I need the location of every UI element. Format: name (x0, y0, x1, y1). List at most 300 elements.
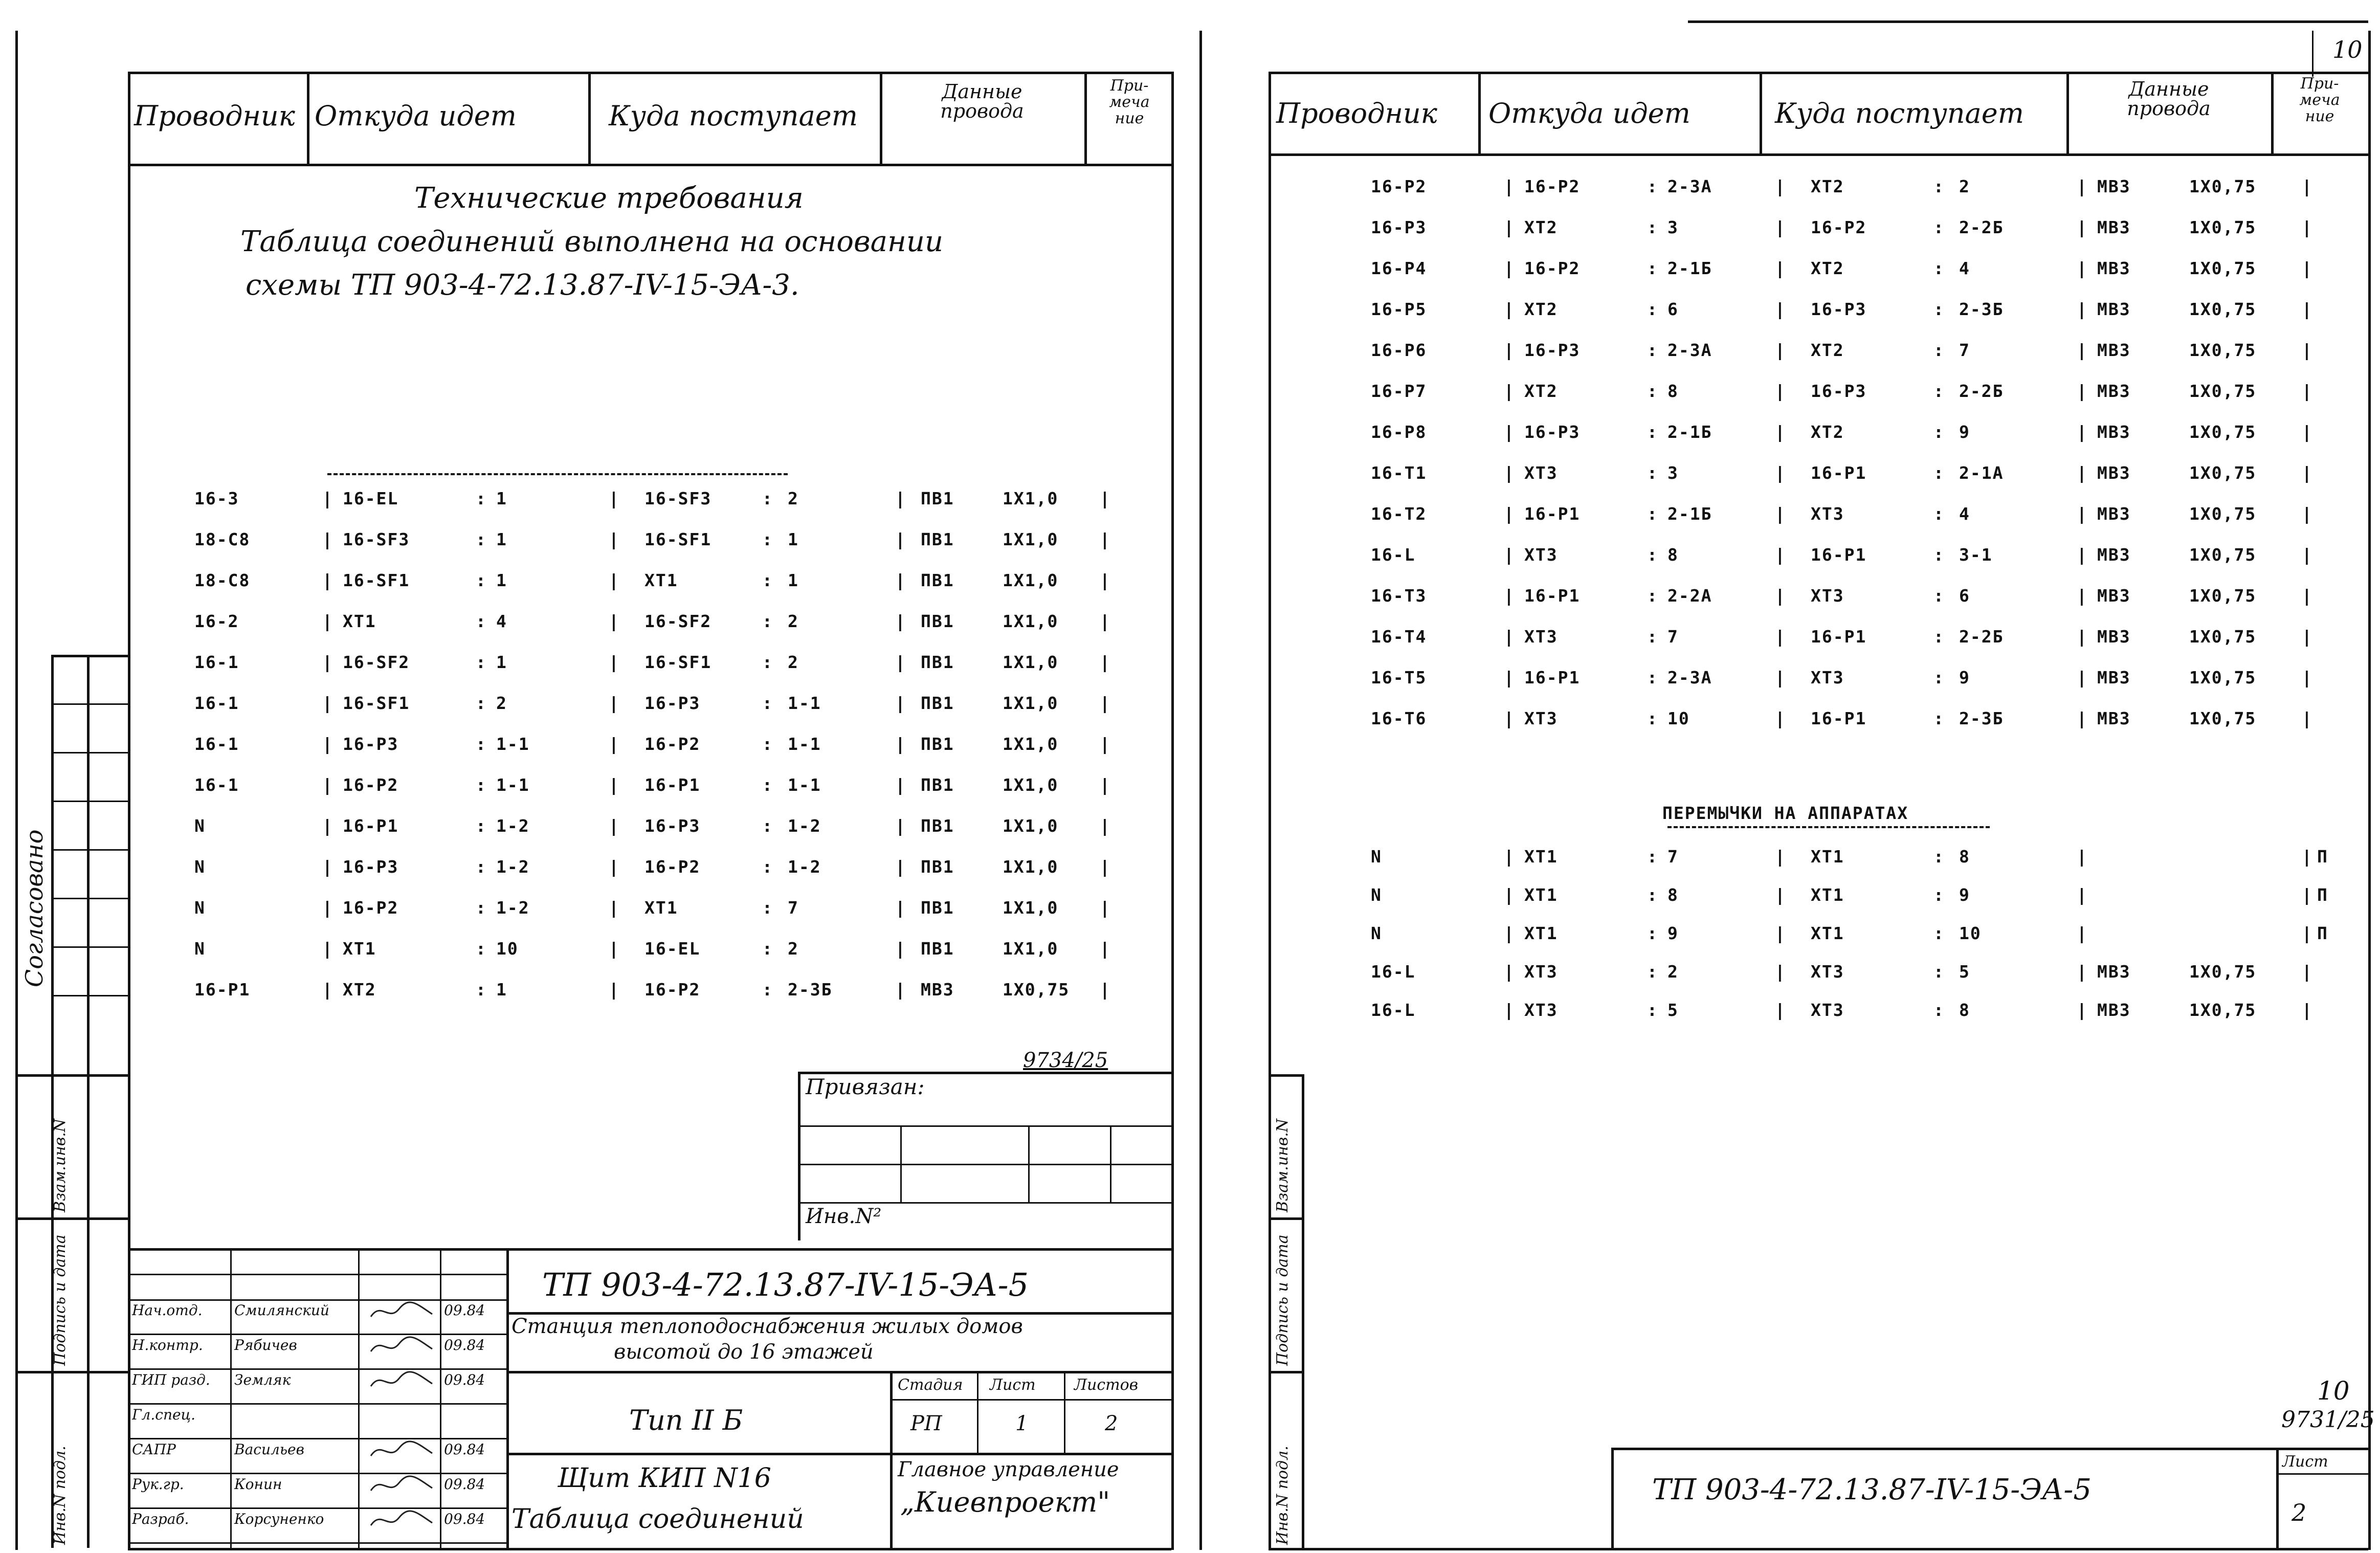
cell-from-device: XT2 (1524, 299, 1558, 319)
cell-separator: | (895, 611, 906, 631)
cell-separator: : (1647, 176, 1658, 196)
cell-wire-type: ПВ1 (921, 529, 954, 549)
table-row (1371, 381, 2343, 412)
cell-separator: | (2302, 923, 2313, 943)
cell-separator: | (895, 857, 906, 877)
cell-separator: | (1100, 489, 1111, 508)
cell-from-contact: 7 (1667, 627, 1679, 647)
cell-to-contact: 1-1 (788, 734, 821, 754)
cell-separator: : (476, 611, 487, 631)
cell-separator: | (2302, 340, 2313, 360)
cell-separator: | (2077, 923, 2088, 943)
cell-separator: | (1504, 381, 1515, 401)
cell-separator: | (2302, 1000, 2313, 1020)
table-row (194, 611, 1115, 642)
cell-separator: : (762, 816, 773, 836)
cell-separator: | (609, 693, 620, 713)
table-row (1371, 545, 2343, 575)
cell-from-device: XT3 (1524, 463, 1558, 483)
cell-separator: | (2077, 340, 2088, 360)
table-row (194, 529, 1115, 560)
cell-separator: | (2302, 545, 2313, 565)
signature-mark (368, 1473, 435, 1502)
cell-separator: | (609, 489, 620, 508)
cell-from-contact: 3 (1667, 217, 1679, 237)
cell-from-contact: 1-2 (496, 816, 530, 836)
cell-wire-type: МВ3 (2097, 586, 2131, 606)
cell-separator: | (322, 693, 333, 713)
cell-to-device: XT2 (1811, 258, 1844, 278)
cell-wire-size: 1Х0,75 (2189, 340, 2257, 360)
cell-separator: | (1775, 668, 1786, 687)
cell-to-contact: 2 (788, 652, 799, 672)
cell-separator: : (476, 939, 487, 959)
table-row (194, 898, 1115, 928)
cell-wire-type: МВ3 (2097, 422, 2131, 442)
cell-separator: | (2302, 885, 2313, 905)
title-block-top (128, 1248, 1171, 1251)
jumpers-title: ПЕРЕМЫЧКИ НА АППАРАТАХ (1662, 803, 1909, 823)
cell-separator: | (2077, 885, 2088, 905)
cell-from-device: 16-P1 (1524, 586, 1581, 606)
cell-separator: | (1504, 340, 1515, 360)
cell-wire-size: 1Х0,75 (1003, 980, 1070, 1000)
cell-from-device: 16-P1 (1524, 668, 1581, 687)
cell-separator: | (609, 570, 620, 590)
cell-separator: : (1647, 627, 1658, 647)
cell-wire-type: ПВ1 (921, 857, 954, 877)
cell-to-device: XT2 (1811, 340, 1844, 360)
cell-separator: : (1933, 299, 1945, 319)
cell-separator: | (1504, 923, 1515, 943)
cell-from-contact: 1 (496, 489, 507, 508)
cell-wire-type: ПВ1 (921, 898, 954, 918)
table-row (1371, 176, 2343, 207)
cell-separator: | (2302, 586, 2313, 606)
signature-mark (368, 1507, 435, 1537)
cell-separator: | (2077, 962, 2088, 982)
sheet-value: 1 (1015, 1412, 1029, 1435)
cell-from-device: XT3 (1524, 708, 1558, 728)
title-role-label: Рук.гр. (132, 1476, 184, 1493)
cell-conductor: 16-1 (194, 734, 239, 754)
cell-wire-size: 1Х1,0 (1003, 693, 1059, 713)
cell-from-device: 16-P3 (1524, 422, 1581, 442)
cell-separator: | (2302, 962, 2313, 982)
cell-from-contact: 1-1 (496, 775, 530, 795)
cell-separator: : (1933, 258, 1945, 278)
cell-separator: : (1933, 545, 1945, 565)
cell-to-contact: 2 (788, 489, 799, 508)
sheets-value: 2 (1105, 1412, 1118, 1435)
cell-separator: : (762, 857, 773, 877)
cell-separator: | (1504, 668, 1515, 687)
cell-separator: : (762, 570, 773, 590)
side-label-inv: Инв.N подл. (51, 1446, 69, 1545)
right-sheet-label: Лист (2282, 1453, 2328, 1471)
cell-wire-type: ПВ1 (921, 939, 954, 959)
cell-separator: | (2077, 668, 2088, 687)
cell-wire-size: 1Х0,75 (2189, 422, 2257, 442)
left-frame-top (128, 72, 1171, 74)
cell-from-device: XT2 (343, 980, 376, 1000)
cell-separator: : (1933, 586, 1945, 606)
cell-to-contact: 1-1 (788, 693, 821, 713)
cell-separator: | (1775, 422, 1786, 442)
table-row (194, 570, 1115, 601)
cell-separator: : (762, 611, 773, 631)
right-side-podpis: Подпись и дата (1274, 1234, 1292, 1366)
cell-separator: | (2302, 381, 2313, 401)
cell-separator: | (609, 775, 620, 795)
cell-separator: | (1775, 885, 1786, 905)
side-label-vzam: Взам.инв.N (51, 1118, 69, 1212)
cell-separator: | (895, 570, 906, 590)
cell-separator: : (762, 693, 773, 713)
cell-conductor: 16-L (1371, 545, 1416, 565)
cell-separator: | (1100, 734, 1111, 754)
cell-separator: | (322, 775, 333, 795)
cell-separator: | (895, 939, 906, 959)
left-frame-left (128, 72, 130, 1550)
cell-separator: | (2302, 668, 2313, 687)
project-line-1: Станция теплоподоснабжения жилых домов (511, 1315, 1023, 1338)
table-row (194, 652, 1115, 683)
cell-wire-size: 1Х1,0 (1003, 898, 1059, 918)
cell-separator: | (895, 693, 906, 713)
table-row (1371, 962, 2353, 992)
cell-to-contact: 2-3Б (1959, 708, 2004, 728)
org-line-2: „Киевпроект" (900, 1486, 1110, 1518)
right-header-conductor: Проводник (1276, 97, 1437, 129)
right-header-from: Откуда идет (1488, 97, 1691, 129)
cell-from-device: XT1 (1524, 885, 1558, 905)
cell-from-contact: 1-2 (496, 857, 530, 877)
cell-wire-size: 1Х0,75 (2189, 176, 2257, 196)
cell-conductor: 16-L (1371, 1000, 1416, 1020)
cell-to-device: 16-P2 (644, 734, 701, 754)
cell-separator: | (1775, 847, 1786, 867)
cell-separator: | (2302, 627, 2313, 647)
cell-from-device: 16-P2 (343, 775, 399, 795)
cell-separator: | (1504, 217, 1515, 237)
cell-separator: | (322, 857, 333, 877)
cell-separator: | (1100, 611, 1111, 631)
cell-separator: | (1775, 962, 1786, 982)
cell-to-contact: 2-3Б (788, 980, 833, 1000)
cell-separator: | (1100, 857, 1111, 877)
cell-separator: | (2077, 545, 2088, 565)
org-line-1: Главное управление (898, 1458, 1119, 1481)
cell-from-contact: 1 (496, 570, 507, 590)
cell-wire-type: МВ3 (2097, 258, 2131, 278)
right-header-note: При- меча ние (2299, 75, 2340, 125)
cell-to-device: 16-P3 (644, 816, 701, 836)
cell-to-contact: 2-1А (1959, 463, 2004, 483)
cell-wire-type: МВ3 (2097, 708, 2131, 728)
right-side-inv: Инв.N подл. (1274, 1446, 1292, 1545)
cell-wire-type: ПВ1 (921, 611, 954, 631)
table-row (1371, 340, 2343, 371)
cell-from-contact: 1 (496, 529, 507, 549)
cell-to-contact: 1 (788, 529, 799, 549)
cell-conductor: 16-Т5 (1371, 668, 1427, 687)
cell-to-device: XT3 (1811, 962, 1844, 982)
cell-conductor: 16-Р5 (1371, 299, 1427, 319)
cell-separator: : (1933, 962, 1945, 982)
signature-mark (368, 1334, 435, 1363)
cell-separator: | (322, 816, 333, 836)
cell-to-device: 16-P1 (644, 775, 701, 795)
right-doc-code: ТП 903-4-72.13.87-IV-15-ЭА-5 (1652, 1473, 2092, 1506)
table-row (1371, 885, 2353, 916)
header-conductor: Проводник (134, 100, 295, 132)
cell-wire-type: МВ3 (2097, 176, 2131, 196)
cell-separator: | (2077, 299, 2088, 319)
title-role-name: Земляк (234, 1371, 291, 1388)
cell-separator: : (476, 529, 487, 549)
cell-to-device: XT1 (644, 570, 678, 590)
cell-to-contact: 2 (1959, 176, 1970, 196)
cell-separator: | (1775, 627, 1786, 647)
cell-to-contact: 1-2 (788, 857, 821, 877)
cell-to-device: 16-SF3 (644, 489, 712, 508)
cell-wire-type: МВ3 (2097, 504, 2131, 524)
cell-separator: : (1647, 668, 1658, 687)
cell-to-contact: 2-2Б (1959, 217, 2004, 237)
cell-separator: | (2077, 847, 2088, 867)
table-row (1371, 708, 2343, 739)
cell-separator: | (895, 980, 906, 1000)
cell-separator: | (1775, 545, 1786, 565)
cell-from-contact: 2-1Б (1667, 422, 1712, 442)
cell-separator: | (2302, 847, 2313, 867)
table-row (1371, 422, 2343, 453)
cell-to-device: 16-P1 (1811, 708, 1867, 728)
cell-to-contact: 10 (1959, 923, 1982, 943)
cell-separator: | (1775, 381, 1786, 401)
cell-wire-size: 1Х0,75 (2189, 381, 2257, 401)
cell-wire-type: МВ3 (2097, 668, 2131, 687)
cell-separator: : (476, 816, 487, 836)
tech-title: Технические требования (414, 182, 804, 215)
cell-separator: : (1647, 217, 1658, 237)
cell-conductor: 16-Т4 (1371, 627, 1427, 647)
cell-from-device: XT3 (1524, 627, 1558, 647)
cell-conductor: 16-1 (194, 652, 239, 672)
table-row (1371, 217, 2343, 248)
cell-to-contact: 2-3Б (1959, 299, 2004, 319)
cell-separator: : (1933, 923, 1945, 943)
cell-separator: | (609, 611, 620, 631)
table-top-dashes (327, 473, 788, 475)
binding-label: Привязан: (806, 1074, 925, 1099)
cell-from-device: XT3 (1524, 962, 1558, 982)
cell-separator: : (762, 652, 773, 672)
cell-to-device: 16-P1 (1811, 627, 1867, 647)
cell-separator: | (322, 529, 333, 549)
cell-wire-type: ПВ1 (921, 489, 954, 508)
cell-from-contact: 2-3А (1667, 340, 1712, 360)
cell-separator: | (2077, 627, 2088, 647)
cell-to-device: 16-SF2 (644, 611, 712, 631)
cell-from-device: XT2 (1524, 217, 1558, 237)
cell-separator: : (1933, 1000, 1945, 1020)
cell-separator: | (2077, 176, 2088, 196)
cell-to-contact: 4 (1959, 504, 1970, 524)
cell-to-device: XT2 (1811, 176, 1844, 196)
cell-to-contact: 1 (788, 570, 799, 590)
cell-separator: | (322, 489, 333, 508)
cell-separator: : (1647, 381, 1658, 401)
cell-wire-size: 1Х1,0 (1003, 611, 1059, 631)
cell-separator: : (1647, 299, 1658, 319)
cell-separator: | (609, 898, 620, 918)
cell-from-contact: 6 (1667, 299, 1679, 319)
cell-conductor: 16-Т2 (1371, 504, 1427, 524)
left-frame-bottom (128, 1548, 1171, 1550)
cell-separator: : (1933, 340, 1945, 360)
cell-wire-size: 1Х1,0 (1003, 652, 1059, 672)
cell-separator: | (1775, 708, 1786, 728)
title-role-label: Гл.спец. (132, 1406, 195, 1423)
table-row (1371, 1000, 2353, 1031)
cell-wire-size: 1Х0,75 (2189, 962, 2257, 982)
cell-from-device: 16-SF3 (343, 529, 410, 549)
cell-conductor: N (194, 857, 206, 877)
table-row (194, 489, 1115, 519)
cell-separator: | (1504, 545, 1515, 565)
cell-separator: : (1933, 708, 1945, 728)
cell-separator: | (895, 652, 906, 672)
cell-conductor: 16-Р4 (1371, 258, 1427, 278)
cell-conductor: 16-Т3 (1371, 586, 1427, 606)
cell-separator: | (1775, 299, 1786, 319)
cell-wire-type: МВ3 (2097, 340, 2131, 360)
cell-separator: | (322, 980, 333, 1000)
cell-separator: : (1933, 381, 1945, 401)
title-role-name: Корсуненко (234, 1511, 324, 1527)
cell-wire-size: 1Х0,75 (2189, 299, 2257, 319)
cell-to-device: XT3 (1811, 504, 1844, 524)
cell-separator: | (609, 939, 620, 959)
cell-from-contact: 1 (496, 652, 507, 672)
cell-wire-size: 1Х0,75 (2189, 627, 2257, 647)
cell-conductor: N (194, 816, 206, 836)
cell-separator: : (476, 489, 487, 508)
cell-separator: | (1100, 775, 1111, 795)
table-row (1371, 299, 2343, 330)
cell-conductor: 16-Т6 (1371, 708, 1427, 728)
cell-from-device: 16-SF1 (343, 693, 410, 713)
stage-value: РП (910, 1412, 942, 1435)
cell-separator: | (1100, 570, 1111, 590)
left-header-bottom (128, 164, 1171, 166)
cell-separator: : (476, 775, 487, 795)
cell-to-contact: 2-2Б (1959, 627, 2004, 647)
cell-conductor: 16-Р7 (1371, 381, 1427, 401)
signature-mark (368, 1438, 435, 1467)
cell-separator: | (895, 775, 906, 795)
cell-to-device: 16-P2 (644, 980, 701, 1000)
cell-separator: : (1647, 422, 1658, 442)
cell-conductor: 16-Р6 (1371, 340, 1427, 360)
cell-to-device: XT1 (1811, 923, 1844, 943)
cell-to-device: 16-SF1 (644, 652, 712, 672)
cell-from-device: 16-SF2 (343, 652, 410, 672)
cell-separator: | (1504, 463, 1515, 483)
cell-from-contact: 2-1Б (1667, 504, 1712, 524)
cell-conductor: 16-L (1371, 962, 1416, 982)
cell-to-device: XT1 (644, 898, 678, 918)
cell-separator: | (895, 898, 906, 918)
drawing-name-2: Таблица соединений (511, 1504, 804, 1535)
cell-separator: : (1933, 627, 1945, 647)
cell-separator: | (2302, 463, 2313, 483)
cell-separator: | (2302, 504, 2313, 524)
cell-to-contact: 2-2Б (1959, 381, 2004, 401)
cell-conductor: 16-1 (194, 775, 239, 795)
cell-to-device: XT1 (1811, 885, 1844, 905)
cell-separator: : (762, 734, 773, 754)
cell-conductor: N (194, 939, 206, 959)
type-label: Тип II Б (629, 1404, 743, 1436)
cell-from-device: XT1 (343, 939, 376, 959)
cell-separator: | (322, 939, 333, 959)
cell-separator: | (322, 898, 333, 918)
cell-separator: : (1647, 340, 1658, 360)
cell-separator: | (1504, 422, 1515, 442)
title-role-date: 09.84 (444, 1302, 485, 1319)
cell-wire-size: 1Х1,0 (1003, 489, 1059, 508)
cell-from-device: XT3 (1524, 545, 1558, 565)
cell-separator: | (1504, 1000, 1515, 1020)
cell-wire-type: МВ3 (2097, 217, 2131, 237)
drawing-name-1: Щит КИП N16 (558, 1463, 771, 1494)
stage-label: Стадия (898, 1376, 963, 1394)
cell-from-device: 16-P3 (343, 857, 399, 877)
header-note: При- меча ние (1109, 77, 1150, 127)
cell-separator: | (1775, 258, 1786, 278)
cell-wire-size: 1Х1,0 (1003, 857, 1059, 877)
cell-from-device: 16-P3 (343, 734, 399, 754)
title-role-label: Н.контр. (132, 1337, 203, 1354)
cell-from-contact: 1-2 (496, 898, 530, 918)
cell-wire-size: 1Х0,75 (2189, 708, 2257, 728)
cell-to-contact: 2 (788, 939, 799, 959)
cell-separator: : (762, 775, 773, 795)
cell-separator: : (762, 898, 773, 918)
cell-separator: | (1775, 176, 1786, 196)
title-role-name: Смилянский (234, 1302, 329, 1319)
cell-separator: : (1933, 668, 1945, 687)
cell-wire-size: 1Х1,0 (1003, 734, 1059, 754)
cell-separator: : (476, 570, 487, 590)
cell-from-contact: 10 (1667, 708, 1690, 728)
cell-separator: | (1504, 627, 1515, 647)
cell-to-contact: 2 (788, 611, 799, 631)
cell-separator: : (476, 857, 487, 877)
header-from: Откуда идет (315, 100, 517, 132)
left-archive-no: 9734/25 (1023, 1049, 1108, 1072)
cell-separator: | (609, 734, 620, 754)
cell-separator: : (762, 529, 773, 549)
cell-separator: : (1647, 923, 1658, 943)
cell-from-device: 16-SF1 (343, 570, 410, 590)
cell-separator: : (1647, 1000, 1658, 1020)
cell-to-device: 16-P1 (1811, 463, 1867, 483)
cell-to-device: XT3 (1811, 586, 1844, 606)
